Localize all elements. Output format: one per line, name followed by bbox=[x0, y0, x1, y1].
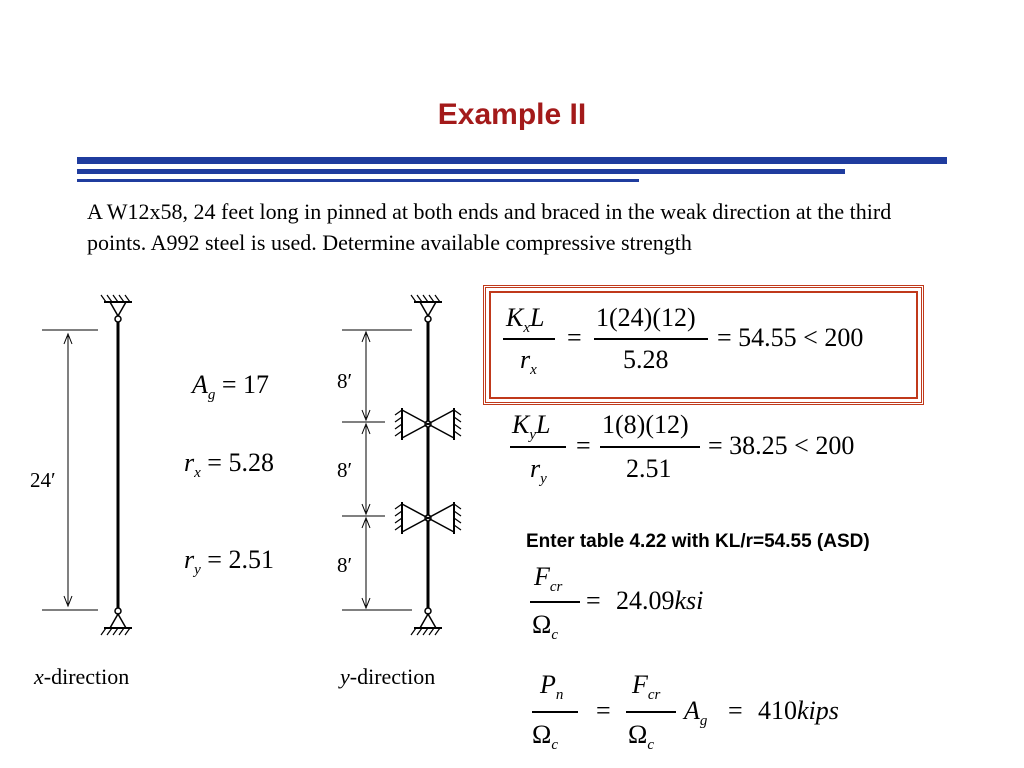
ky-rhs-den: 2.51 bbox=[626, 454, 672, 483]
fcr-num: $F_{cr}$ bbox=[534, 562, 563, 595]
pn-result: 410kips bbox=[758, 696, 839, 725]
kx-rhs-den: 5.28 bbox=[623, 345, 669, 374]
ky-den: $r_y$ bbox=[530, 454, 547, 487]
ky-rhs-num: 1(8)(12) bbox=[602, 410, 689, 439]
ky-bar bbox=[510, 446, 566, 448]
fcr-result: 24.09ksi bbox=[616, 586, 704, 615]
x-direction-column bbox=[42, 295, 132, 635]
kx-num: $K_xL$ bbox=[506, 303, 545, 336]
fcr-den: $\Omega_c$ bbox=[532, 610, 558, 643]
title-rule-1 bbox=[77, 157, 947, 164]
pn-eq: = bbox=[596, 696, 611, 725]
ky-num: $K_yL$ bbox=[512, 410, 551, 443]
y-direction-caption: y-direction bbox=[340, 664, 436, 689]
problem-statement: A W12x58, 24 feet long in pinned at both ends and braced in the weak direction at the third points. A992 steel is used. Determine available compressive strength bbox=[87, 199, 892, 255]
ky-result: = 38.25 < 200 bbox=[708, 431, 855, 460]
ky-eq: = bbox=[576, 431, 591, 460]
pn-eq2: = bbox=[728, 696, 743, 725]
y-direction-column bbox=[342, 295, 461, 635]
pn-rhs-bar bbox=[626, 711, 676, 713]
prop-ry: $r_y = 2.51$ bbox=[184, 545, 274, 578]
title-rule-2 bbox=[77, 169, 845, 174]
kx-den: $r_x$ bbox=[520, 345, 537, 378]
pn-num: $P_n$ bbox=[540, 670, 564, 703]
y-segment-1-label: 8′ bbox=[337, 369, 353, 393]
x-length-label: 24′ bbox=[30, 466, 56, 495]
kx-result: = 54.55 < 200 bbox=[717, 323, 864, 352]
kx-eq: = bbox=[567, 323, 582, 352]
pn-den: $\Omega_c$ bbox=[532, 720, 558, 753]
kx-rhs-bar bbox=[594, 338, 708, 340]
pn-bar bbox=[532, 711, 578, 713]
fcr-bar bbox=[530, 601, 580, 603]
slide-title: Example II bbox=[437, 98, 587, 131]
ky-rhs-bar bbox=[600, 446, 700, 448]
pn-rhs-den: $\Omega_c$ bbox=[628, 720, 654, 753]
column-diagram bbox=[30, 290, 470, 690]
title-rule-3 bbox=[77, 179, 639, 182]
kx-rhs-num: 1(24)(12) bbox=[596, 303, 696, 332]
pn-rhs-num: $F_{cr}$ bbox=[632, 670, 661, 703]
y-segment-2-label: 8′ bbox=[337, 458, 353, 482]
kx-bar bbox=[503, 338, 555, 340]
pn-ag: $A_g$ bbox=[684, 696, 708, 729]
fcr-eq: = bbox=[586, 586, 601, 615]
prop-ag: $A_g = 17$ bbox=[192, 370, 270, 403]
table-note: Enter table 4.22 with KL/r=54.55 (ASD) bbox=[526, 531, 870, 552]
x-direction-caption: x-direction bbox=[34, 664, 130, 689]
prop-rx: $r_x = 5.28$ bbox=[184, 448, 274, 481]
y-segment-3-label: 8′ bbox=[337, 553, 353, 577]
